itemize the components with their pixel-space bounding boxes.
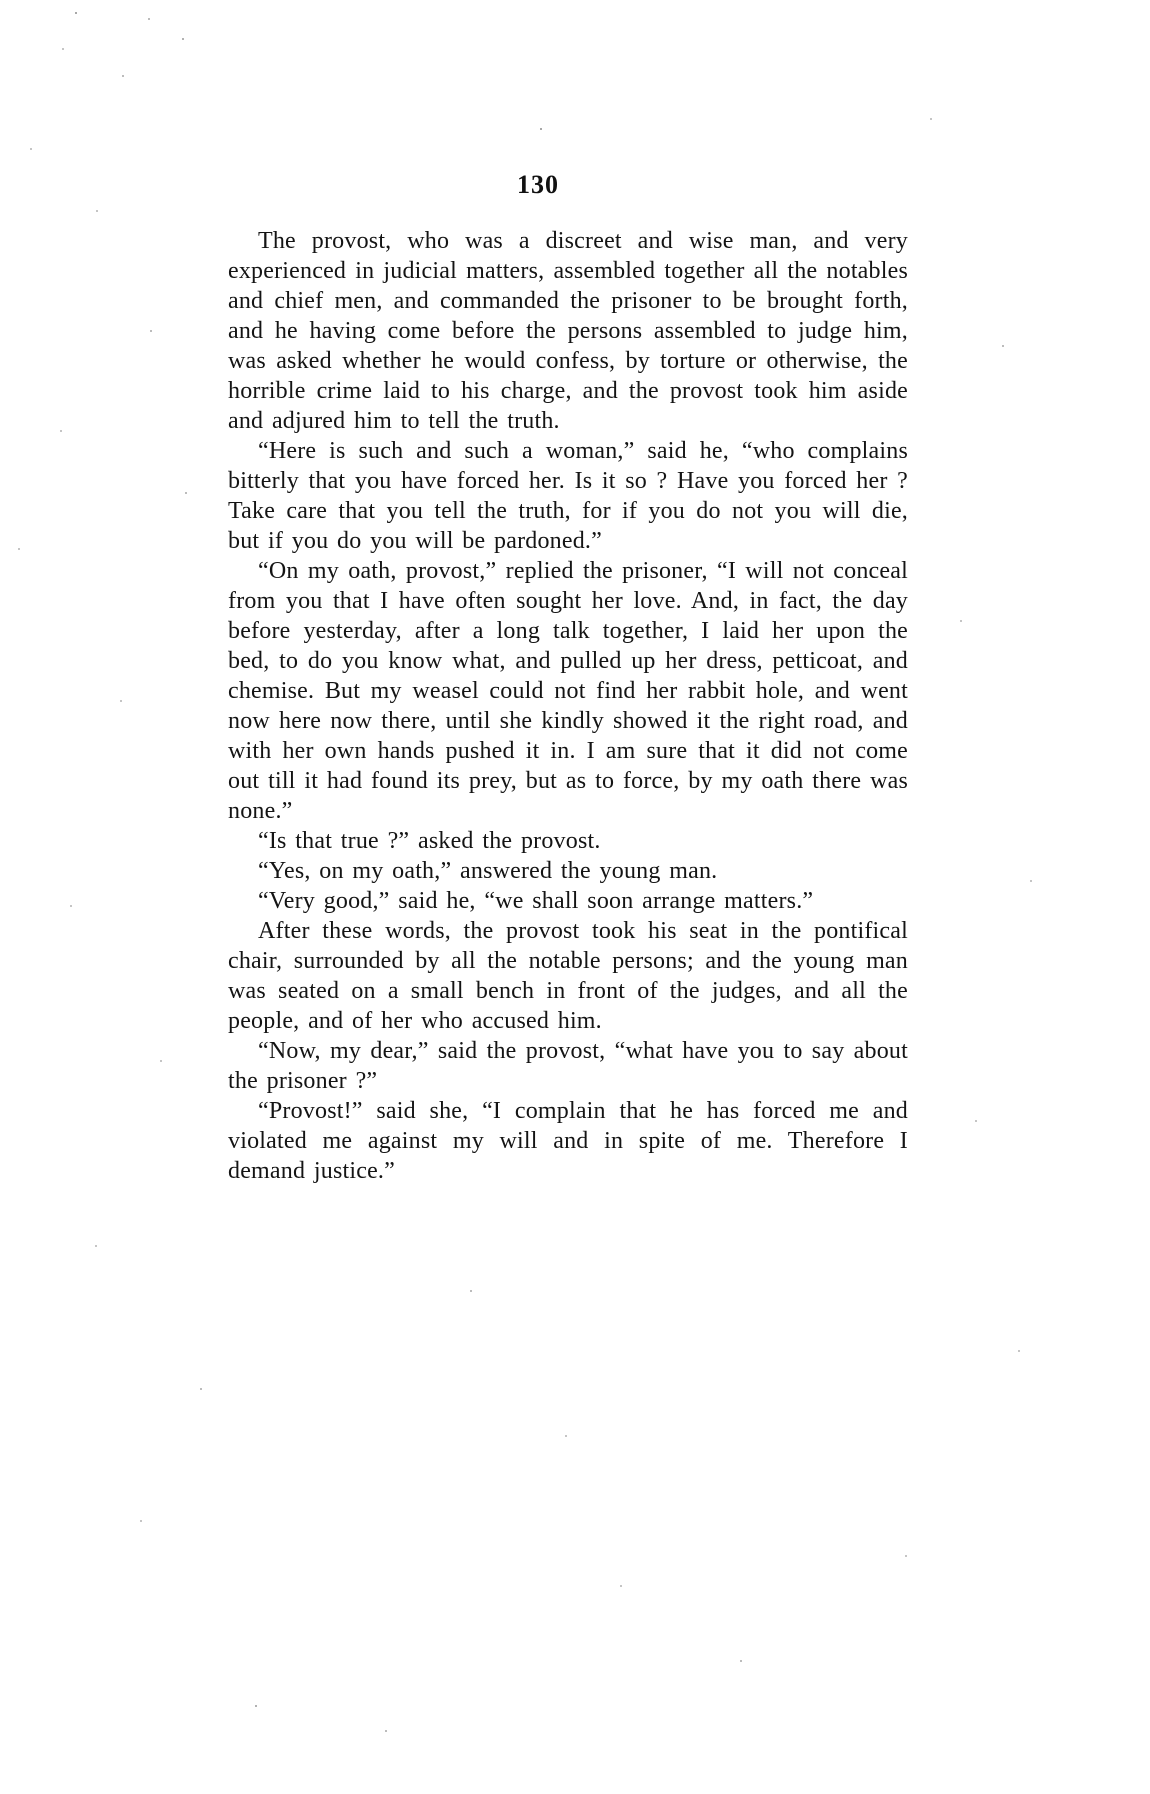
paragraph-6: “Very good,” said he, “we shall soon arrange matters.”	[258, 888, 814, 914]
paragraph-2: “Here is such and such a woman,” said he, “who complains bitterly that you have forced her. Is it so ? Have you forced her ? Take care that you tell the truth, for if you do not you will die, but if you do you will be pardoned.”	[228, 438, 908, 554]
paragraph-7: After these words, the provost took his seat in the pontifical chair, surrounded by all the notable persons; and the young man was seated on a small bench in front of the judges, and all the people, and of her who accused him.	[228, 918, 908, 1034]
paragraph-5: “Yes, on my oath,” answered the young man.	[258, 858, 718, 884]
paragraph-3: “On my oath, provost,” replied the prisoner, “I will not conceal from you that I have often sought her love. And, in fact, the day before yesterday, after a long talk together, I laid her upon the bed, to do you know what, and pulled up her dress, petticoat, and chemise. But my weasel could not find her rabbit hole, and went now here now there, until she kindly showed it the right road, and with her own hands pushed it in. I am sure that it did not come out till it had found its prey, but as to force, by my oath there was none.”	[228, 558, 908, 824]
paragraph-4: “Is that true ?” asked the provost.	[258, 828, 601, 854]
paragraph-1: The provost, who was a discreet and wise man, and very experienced in judicial matters, assembled together all the notables and chief men, and commanded the prisoner to be brought forth, and he having come before the persons assembled to judge him, was asked whether he would confess, by torture or otherwise, the horrible crime laid to his charge, and the provost took him aside and adjured him to tell the truth.	[228, 228, 908, 434]
text-block	[228, 226, 908, 1186]
page-number: 130	[517, 170, 559, 199]
paragraph-8: “Now, my dear,” said the provost, “what have you to say about the prisoner ?”	[228, 1038, 908, 1094]
scan-noise	[0, 0, 2, 2]
paragraph-9: “Provost!” said she, “I complain that he has forced me and violated me against my will and in spite of me. Therefore I demand justice.”	[228, 1098, 908, 1184]
